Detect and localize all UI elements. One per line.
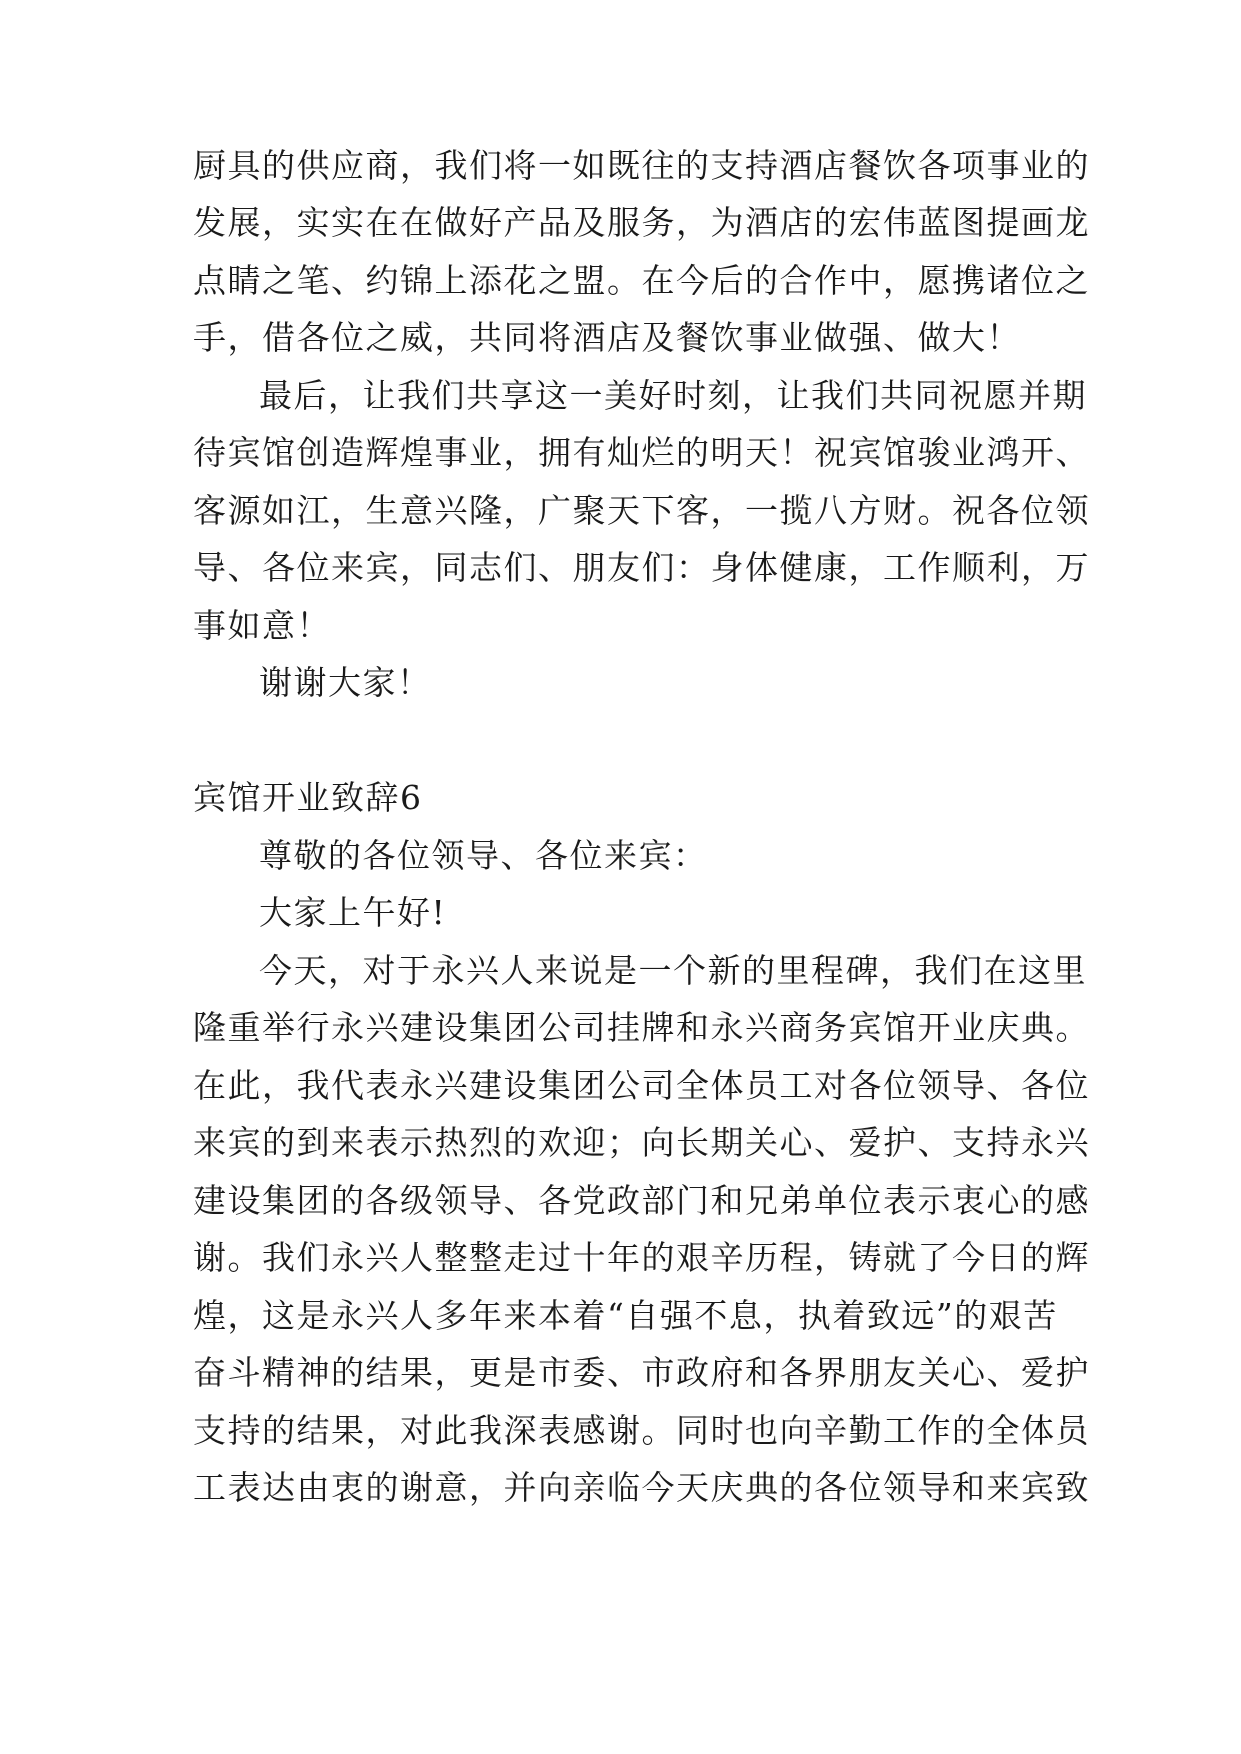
paragraph-line: 建设集团的各级领导、各党政部门和兄弟单位表示衷心的感 <box>193 1181 1090 1220</box>
paragraph-line: 事如意！ <box>193 606 331 645</box>
paragraph-line: 隆重举行永兴建设集团公司挂牌和永兴商务宾馆开业庆典。 <box>193 1008 1090 1047</box>
paragraph-line: 最后，让我们共享这一美好时刻，让我们共同祝愿并期 <box>259 376 1087 415</box>
paragraph-line: 点睛之笔、约锦上添花之盟。在今后的合作中，愿携诸位之 <box>193 261 1090 300</box>
paragraph-line: 在此，我代表永兴建设集团公司全体员工对各位领导、各位 <box>193 1066 1090 1105</box>
paragraph-line: 支持的结果，对此我深表感谢。同时也向辛勤工作的全体员 <box>193 1411 1090 1450</box>
paragraph-line: 奋斗精神的结果，更是市委、市政府和各界朋友关心、爱护 <box>193 1353 1090 1392</box>
paragraph-line: 客源如江，生意兴隆，广聚天下客，一揽八方财。祝各位领 <box>193 491 1090 530</box>
salutation: 大家上午好! <box>259 893 447 932</box>
paragraph-line: 手，借各位之威，共同将酒店及餐饮事业做强、做大！ <box>193 318 1021 357</box>
paragraph-line: 谢。我们永兴人整整走过十年的艰辛历程，铸就了今日的辉 <box>193 1238 1090 1277</box>
paragraph-line: 今天，对于永兴人来说是一个新的里程碑，我们在这里 <box>259 951 1087 990</box>
paragraph-line: 工表达由衷的谢意，并向亲临今天庆典的各位领导和来宾致 <box>193 1468 1090 1507</box>
paragraph-line: 煌，这是永兴人多年来本着“自强不息，执着致远”的艰苦 <box>193 1296 1058 1335</box>
paragraph-line: 厨具的供应商，我们将一如既往的支持酒店餐饮各项事业的 <box>193 146 1090 185</box>
paragraph-line: 导、各位来宾，同志们、朋友们：身体健康，工作顺利，万 <box>193 548 1090 587</box>
paragraph-line: 来宾的到来表示热烈的欢迎；向长期关心、爱护、支持永兴 <box>193 1123 1090 1162</box>
paragraph-line: 待宾馆创造辉煌事业，拥有灿烂的明天！祝宾馆骏业鸿开、 <box>193 433 1090 472</box>
section-title: 宾馆开业致辞6 <box>193 778 423 817</box>
greeting: 尊敬的各位领导、各位来宾： <box>259 836 708 875</box>
paragraph-line: 谢谢大家！ <box>259 663 432 702</box>
paragraph-line: 发展，实实在在做好产品及服务，为酒店的宏伟蓝图提画龙 <box>193 203 1090 242</box>
